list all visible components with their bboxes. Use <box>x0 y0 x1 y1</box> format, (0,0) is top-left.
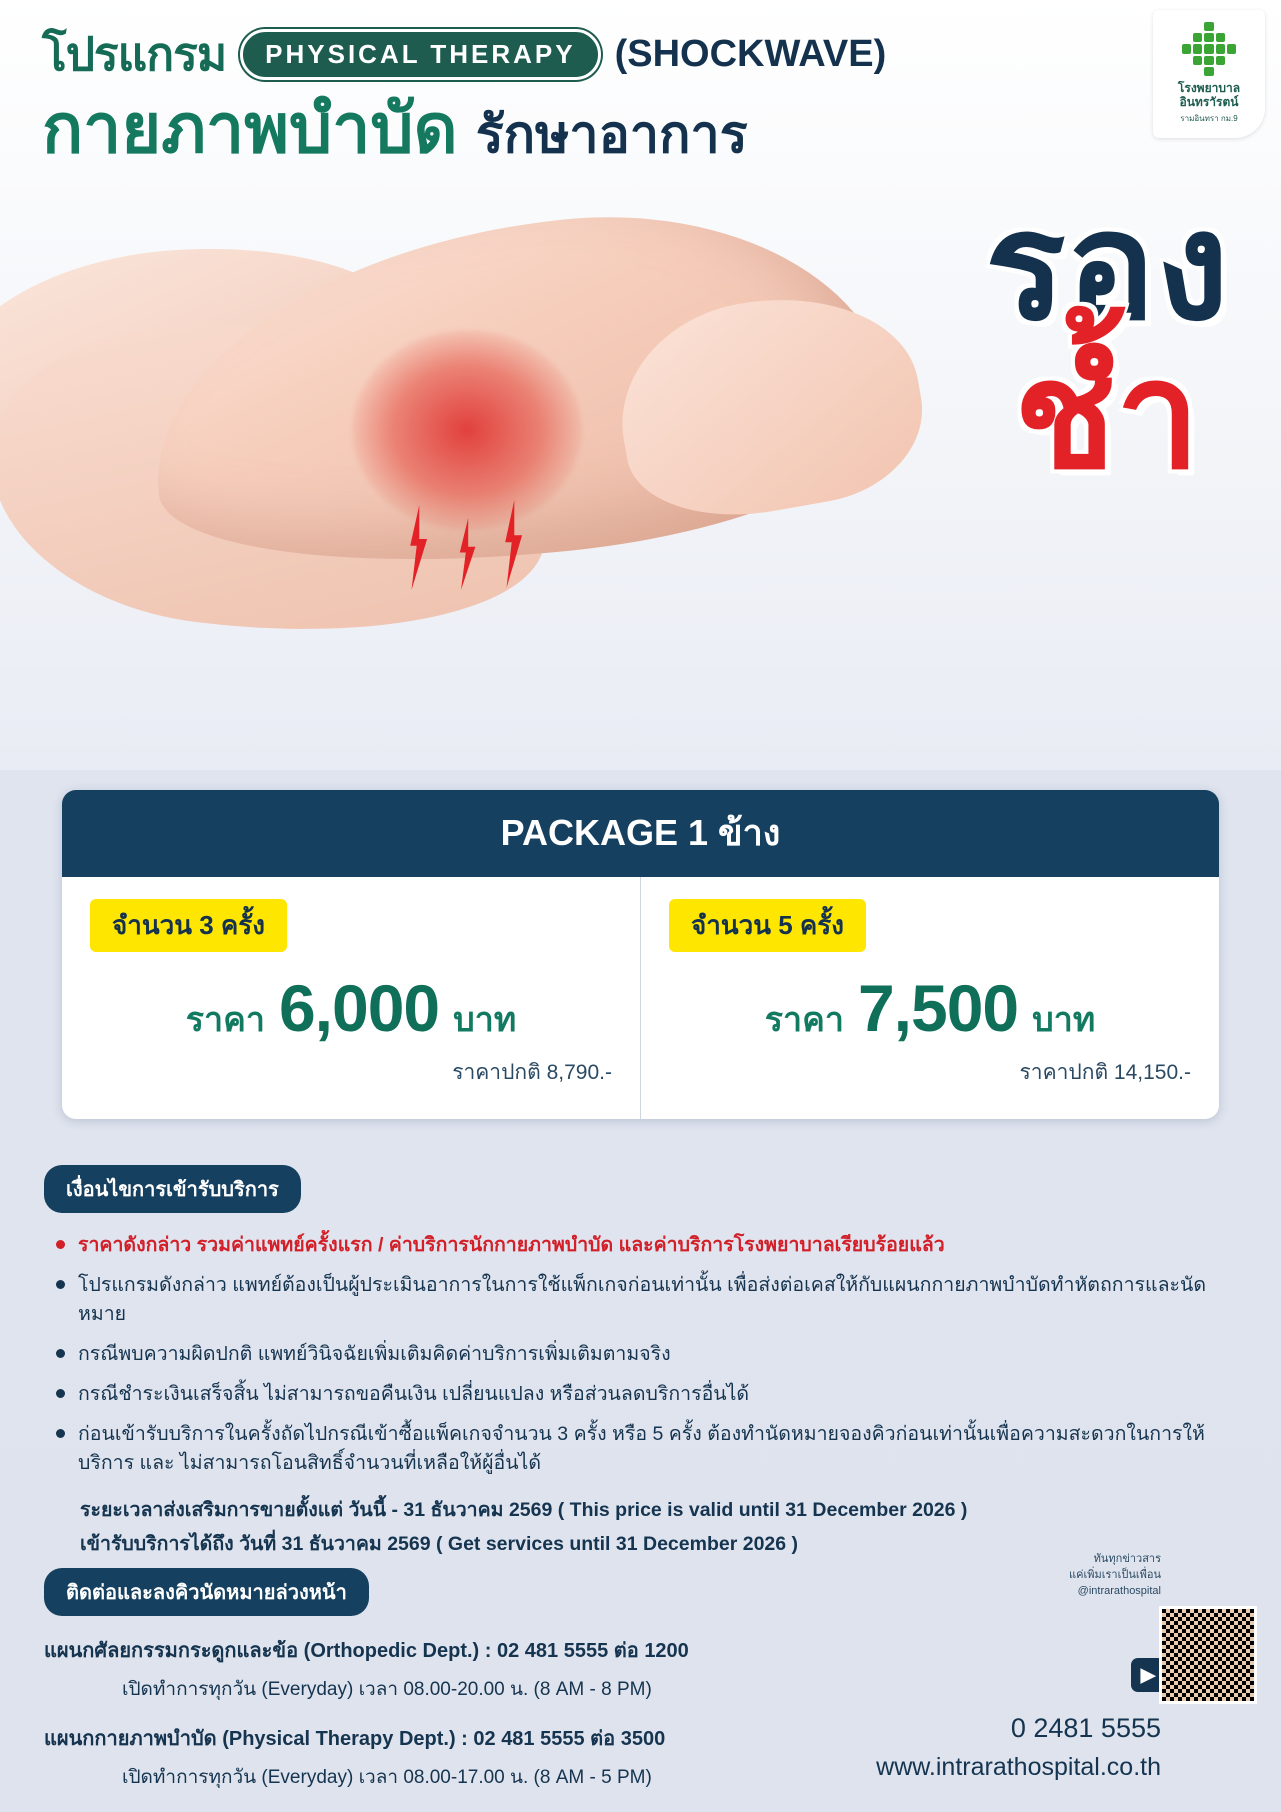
price-currency: บาท <box>453 1001 517 1039</box>
package-quantity-badge: จำนวน 5 ครั้ง <box>669 899 866 952</box>
logo-name-line3: รามอินทรา กม.9 <box>1180 113 1238 123</box>
conditions-heading: เงื่อนไขการเข้ารับบริการ <box>44 1165 301 1213</box>
package-price-row <box>90 970 612 1046</box>
validity-line-1: ระยะเวลาส่งเสริมการขายตั้งแต่ วันนี้ - 31 ธันวาคม 2569 ( This price is valid until 31 December 2026 ) <box>80 1498 968 1521</box>
qr-caption-line1: ทันทุกข่าวสาร <box>1093 1553 1161 1566</box>
headline-block <box>42 18 1092 167</box>
callout-line-2: ช้ำ <box>1014 330 1201 499</box>
qr-caption-line2: แค่เพิ่มเราเป็นเพื่อน <box>1069 1569 1161 1582</box>
conditions-section <box>44 1165 1234 1561</box>
logo-name-line1: โรงพยาบาล <box>1177 81 1241 95</box>
package-option[interactable] <box>62 877 640 1119</box>
logo-name-line2: อินทราัรตน์ <box>1179 94 1239 109</box>
physical-therapy-chip: PHYSICAL THERAPY <box>240 29 600 80</box>
price-label: ราคา <box>185 1001 265 1039</box>
shockwave-label: (SHOCKWAVE) <box>614 33 887 75</box>
callout-line-1: รอง <box>985 182 1229 350</box>
heel-pain-highlight <box>352 330 582 530</box>
contact-dept-physical-therapy: แผนกกายภาพบำบัด (Physical Therapy Dept.) : 02 481 5555 ต่อ 3500 <box>44 1728 666 1750</box>
original-price: ราคาปกติ 8,790.- <box>452 1061 612 1084</box>
price-label: ราคา <box>764 1001 844 1039</box>
contact-dept-physical-therapy-hours: เปิดทำการทุกวัน (Everyday) เวลา 08.00-17.00 น. (8 AM - 5 PM) <box>122 1767 652 1788</box>
cross-logo-icon <box>1182 22 1236 76</box>
condition-item: กรณีพบความผิดปกติ แพทย์วินิจฉัยเพิ่มเติมคิดค่าบริการเพิ่มเติมตามจริง <box>54 1340 1234 1368</box>
package-price-row <box>669 970 1191 1046</box>
contact-website[interactable]: www.intrarathospital.co.th <box>876 1753 1161 1781</box>
validity-block <box>80 1493 1234 1561</box>
price-value: 6,000 <box>278 971 440 1045</box>
condition-item: ก่อนเข้ารับบริการในครั้งถัดไปกรณีเข้าซื้อแพ็คเกจจำนวน 3 ครั้ง หรือ 5 ครั้ง ต้องทำนัดหมายจองคิวก่อนเท่านั้นเพื่อความสะดวกในการให้บริการ และ ไม่สามารถโอนสิทธิ์จำนวนที่เหลือให้ผู้อื่นได้ <box>54 1420 1234 1477</box>
hospital-logo <box>1153 10 1265 138</box>
contact-heading: ติดต่อและลงคิวนัดหมายล่วงหน้า <box>44 1568 369 1616</box>
validity-line-2: เข้ารับบริการได้ถึง วันที่ 31 ธันวาคม 2569 ( Get services until 31 December 2026 ) <box>80 1532 799 1555</box>
price-value: 7,500 <box>857 971 1019 1045</box>
condition-item: โปรแกรมดังกล่าว แพทย์ต้องเป็นผู้ประเมินอาการในการใช้แพ็กเกจก่อนเท่านั้น เพื่อส่งต่อเคสให้กับแผนกกายภาพบำบัดทำหัตถการและนัดหมาย <box>54 1271 1234 1328</box>
page-subtitle: รักษาอาการ <box>475 106 748 164</box>
headline-row-main <box>42 91 1092 167</box>
qr-caption-line3: @intrarathospital <box>1077 1585 1161 1598</box>
condition-item: กรณีชำระเงินเสร็จสิ้น ไม่สามารถขอคืนเงิน เปลี่ยนแปลง หรือส่วนลดบริการอื่นได้ <box>54 1380 1234 1408</box>
package-title: PACKAGE 1 ข้าง <box>62 790 1219 877</box>
youtube-icon[interactable]: ▶ <box>1131 1658 1165 1692</box>
condition-callout <box>985 182 1229 499</box>
package-quantity-badge: จำนวน 3 ครั้ง <box>90 899 287 952</box>
program-kicker: โปรแกรม <box>42 28 227 80</box>
contact-phone: 0 2481 5555 <box>1010 1713 1161 1743</box>
package-card <box>62 790 1219 1119</box>
price-currency: บาท <box>1032 1001 1096 1039</box>
package-option[interactable] <box>640 877 1219 1119</box>
package-options <box>62 877 1219 1119</box>
contact-dept-orthopedic: แผนกศัลยกรรมกระดูกและข้อ (Orthopedic Dept.) : 02 481 5555 ต่อ 1200 <box>44 1640 689 1662</box>
headline-row-top <box>42 18 1092 91</box>
original-price: ราคาปกติ 14,150.- <box>1019 1061 1191 1084</box>
qr-caption <box>1069 1552 1161 1600</box>
condition-item: ราคาดังกล่าว รวมค่าแพทย์ครั้งแรก / ค่าบริการนักกายภาพบำบัด และค่าบริการโรงพยาบาลเรียบร้อยแล้ว <box>54 1231 1234 1259</box>
qr-code[interactable] <box>1159 1606 1257 1704</box>
page-title: กายภาพบำบัด <box>42 91 458 167</box>
conditions-list <box>54 1231 1234 1477</box>
contact-dept-orthopedic-hours: เปิดทำการทุกวัน (Everyday) เวลา 08.00-20.00 น. (8 AM - 8 PM) <box>122 1679 652 1700</box>
